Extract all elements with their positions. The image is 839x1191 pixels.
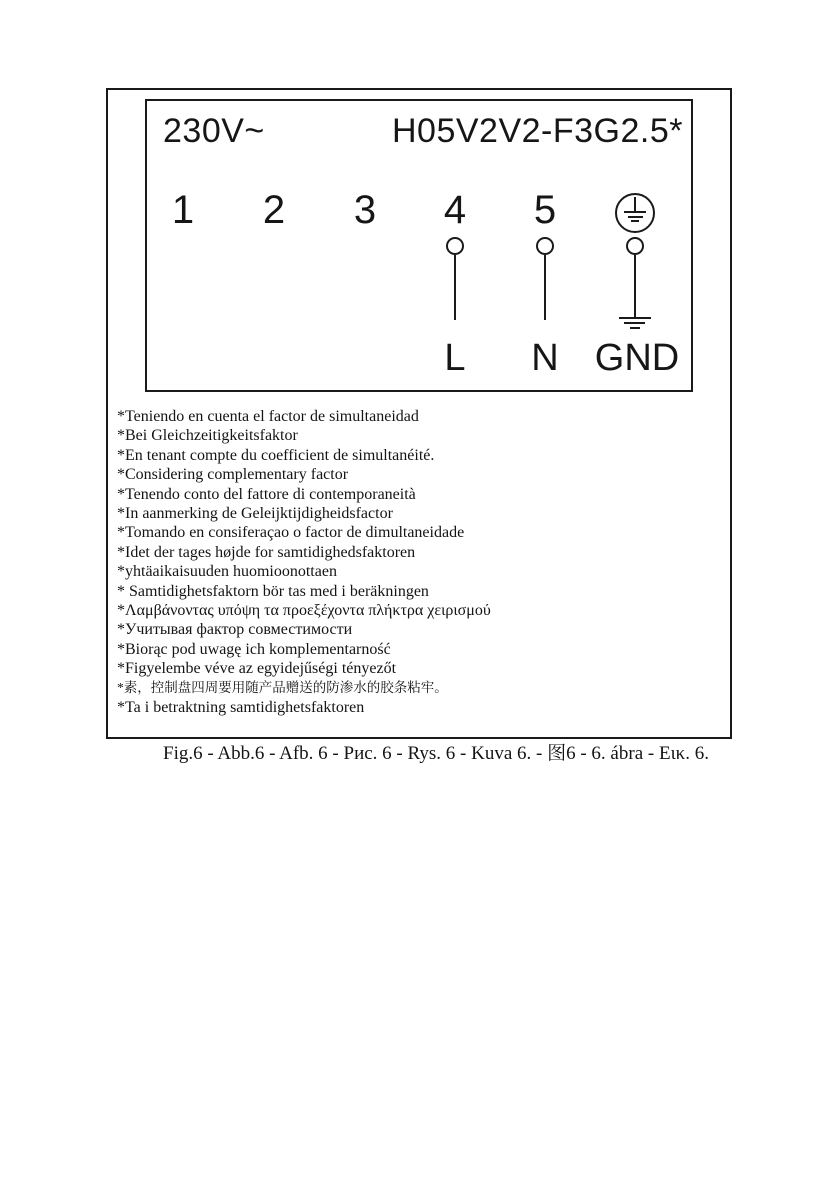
neutral-wire-line — [544, 255, 546, 320]
footnote-italian: *Tenendo conto del fattore di contemporaneità — [117, 485, 416, 503]
protective-earth-bar-short — [631, 220, 639, 222]
footnote-portuguese: *Tomando en consiferaçao o factor de dimultaneidade — [117, 524, 465, 542]
footnote-chinese: *素，控制盘四周要用随产品赠送的防渗水的胶条粘牢。 — [117, 680, 448, 696]
terminal-number-1: 1 — [171, 188, 195, 232]
protective-earth-icon — [615, 193, 655, 233]
ground-wire-line — [634, 255, 636, 318]
footnote-norwegian: *Ta i betraktning samtidighetsfaktoren — [117, 698, 365, 716]
figure-caption: Fig.6 - Abb.6 - Afb. 6 - Рис. 6 - Rys. 6 - Kuva 6. - 图6 - 6. ábra - Εικ. 6. — [163, 743, 709, 764]
terminal-number-4: 4 — [443, 188, 467, 232]
footnote-finnish: *yhtäaikaisuuden huomioonottaen — [117, 563, 337, 581]
protective-earth-stem — [634, 197, 636, 211]
footnote-spanish: *Teniendo en cuenta el factor de simultaneidad — [117, 408, 419, 425]
terminal-5-contact-circle — [536, 237, 554, 255]
footnote-french: *En tenant compte du coefficient de simultanéité. — [117, 446, 435, 464]
terminal-number-3: 3 — [353, 188, 377, 232]
footnote-list — [117, 407, 491, 717]
footnote-polish: *Biorąc pod uwagę ich komplementarność — [117, 640, 391, 658]
footnote-dutch: *In aanmerking de Geleijktijdigheidsfactor — [117, 504, 393, 522]
terminal-number-5: 5 — [533, 188, 557, 232]
wiring-diagram — [145, 99, 693, 392]
earth-ground-bar-short — [630, 327, 640, 329]
earth-ground-bar-mid — [624, 322, 645, 324]
footnote-greek: *Λαμβάνοντας υπόψη τα προεξέχοντα πλήκτρα χειρισμού — [117, 601, 491, 619]
live-wire-line — [454, 255, 456, 320]
protective-earth-bar-mid — [628, 216, 643, 218]
cable-spec: H05V2V2-F3G2.5* — [392, 112, 683, 150]
footnote-german: *Bei Gleichzeitigkeitsfaktor — [117, 427, 298, 445]
terminal-number-2: 2 — [262, 188, 286, 232]
voltage-rating: 230V~ — [163, 112, 265, 150]
figure-frame — [106, 88, 732, 739]
footnote-hungarian: *Figyelembe véve az egyidejűségi tényezőt — [117, 660, 397, 678]
protective-earth-bar-long — [624, 211, 646, 213]
footnote-swedish: * Samtidighetsfaktorn bör tas med i beräkningen — [117, 582, 429, 600]
footnote-english: *Considering complementary factor — [117, 466, 349, 484]
ground-label: GND — [594, 337, 680, 379]
footnote-russian: *Учитывая фактор совместимости — [117, 621, 353, 639]
footnote-danish: *Idet der tages højde for samtidighedsfaktoren — [117, 543, 416, 561]
live-label: L — [444, 337, 466, 379]
ground-contact-circle — [626, 237, 644, 255]
earth-ground-icon — [619, 317, 651, 319]
neutral-label: N — [531, 337, 559, 379]
terminal-4-contact-circle — [446, 237, 464, 255]
